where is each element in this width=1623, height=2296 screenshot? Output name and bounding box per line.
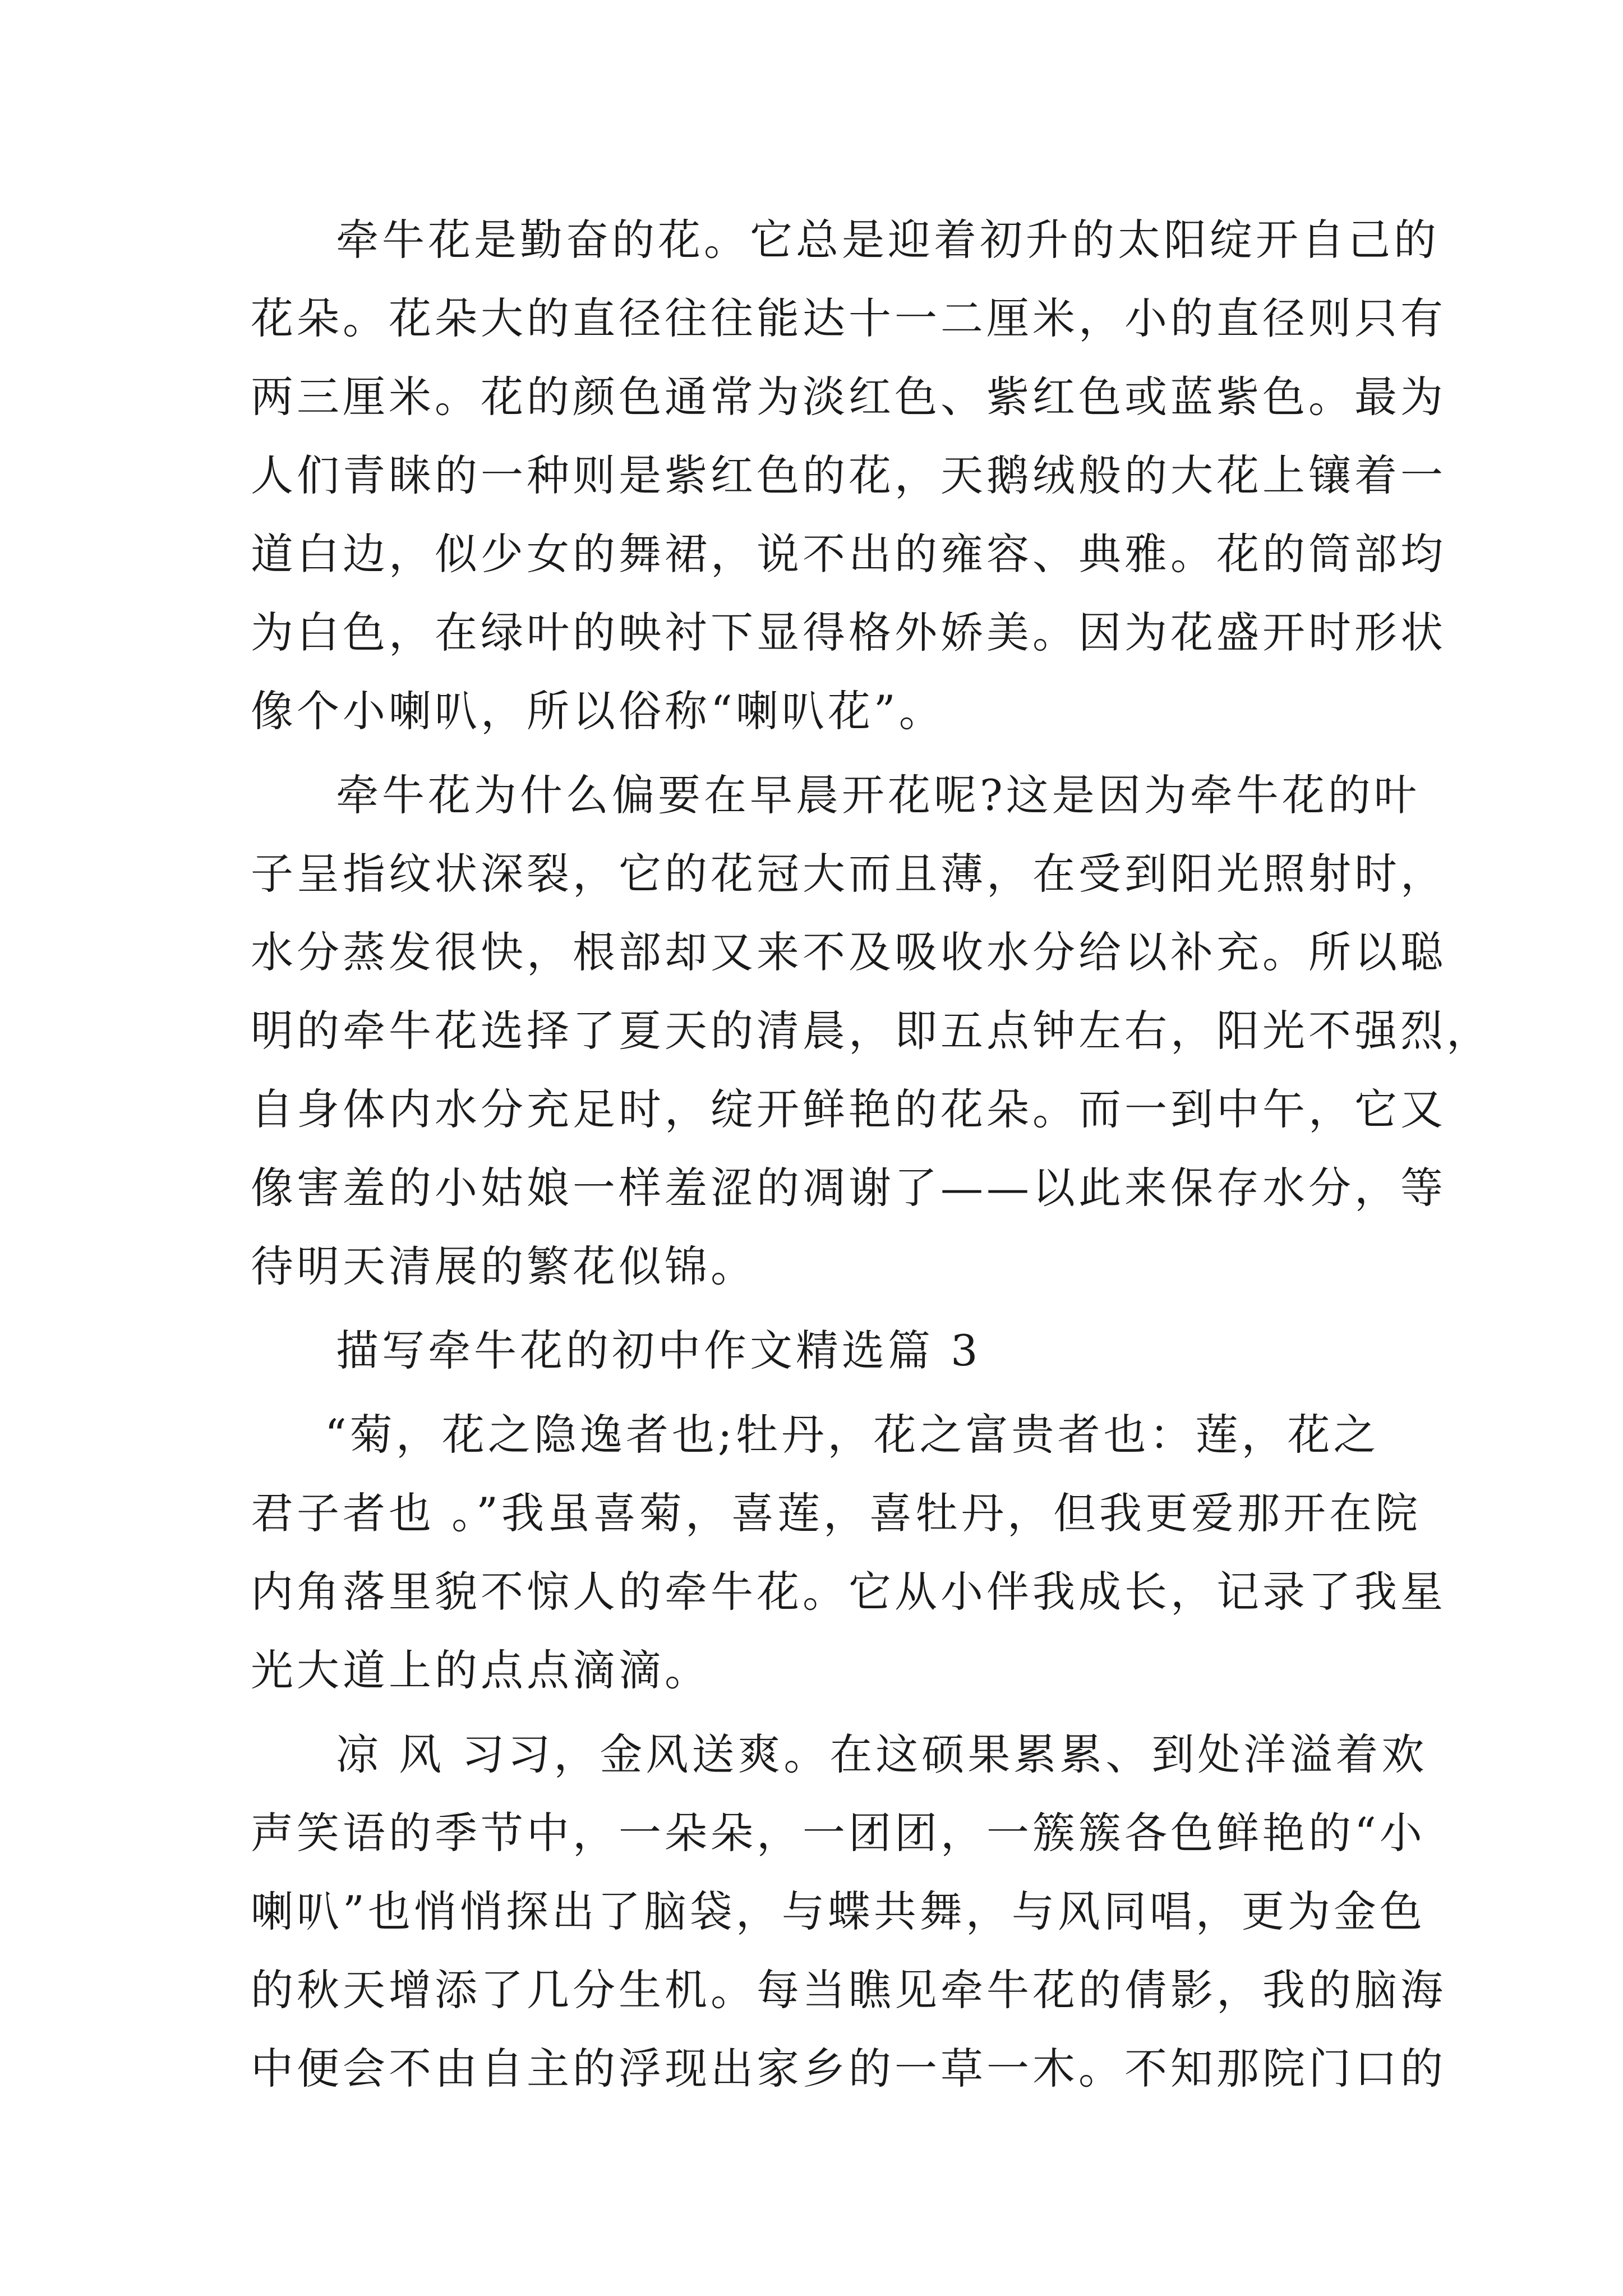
text-line: 花朵。花朵大的直径往往能达十一二厘米，小的直径则只有 xyxy=(251,293,1446,343)
text-line: 内角落里貌不惊人的牵牛花。它从小伴我成长，记录了我星 xyxy=(251,1567,1446,1617)
text-line: 君子者也 。”我虽喜菊，喜莲，喜牡丹，但我更爱那开在院 xyxy=(251,1488,1422,1538)
text-line: 声笑语的季节中，一朵朵，一团团，一簇簇各色鲜艳的“小 xyxy=(251,1808,1426,1858)
text-line: 两三厘米。花的颜色通常为淡红色、紫红色或蓝紫色。最为 xyxy=(251,372,1446,422)
text-line: 中便会不由自主的浮现出家乡的一草一木。不知那院门口的 xyxy=(251,2044,1446,2093)
section-heading: 描写牵牛花的初中作文精选篇 3 xyxy=(336,1326,981,1375)
text-line: 牵牛花是勤奋的花。它总是迎着初升的太阳绽开自己的 xyxy=(336,215,1440,265)
text-line: 待明天清展的繁花似锦。 xyxy=(251,1241,757,1291)
text-line: 凉 风 习习，金风送爽。在这硕果累累、到处洋溢着欢 xyxy=(336,1729,1428,1779)
text-line: 的秋天增添了几分生机。每当瞧见牵牛花的倩影，我的脑海 xyxy=(251,1965,1446,2015)
text-line: 牵牛花为什么偏要在早晨开花呢?这是因为牵牛花的叶 xyxy=(336,770,1420,820)
text-line: 水分蒸发很快，根部却又来不及吸收水分给以补充。所以聪 xyxy=(251,927,1446,977)
text-line: 明的牵牛花选择了夏天的清晨，即五点钟左右，阳光不强烈， xyxy=(251,1006,1492,1056)
text-line: 为白色，在绿叶的映衬下显得格外娇美。因为花盛开时形状 xyxy=(251,608,1446,657)
text-line: 自身体内水分充足时，绽开鲜艳的花朵。而一到中午，它又 xyxy=(251,1084,1446,1134)
text-line: “菊，花之隐逸者也;牡丹，花之富贵者也：莲，花之 xyxy=(325,1410,1380,1460)
text-line: 光大道上的点点滴滴。 xyxy=(251,1645,711,1695)
text-line: 子呈指纹状深裂，它的花冠大而且薄，在受到阳光照射时， xyxy=(251,849,1446,899)
text-line: 像害羞的小姑娘一样羞涩的凋谢了——以此来保存水分，等 xyxy=(251,1163,1446,1213)
text-line: 人们青睐的一种则是紫红色的花，天鹅绒般的大花上镶着一 xyxy=(251,450,1446,500)
text-line: 喇叭”也悄悄探出了脑袋，与蝶共舞，与风同唱，更为金色 xyxy=(251,1887,1426,1936)
text-line: 像个小喇叭，所以俗称“喇叭花”。 xyxy=(251,686,945,736)
text-line: 道白边，似少女的舞裙，说不出的雍容、典雅。花的筒部均 xyxy=(251,529,1446,579)
